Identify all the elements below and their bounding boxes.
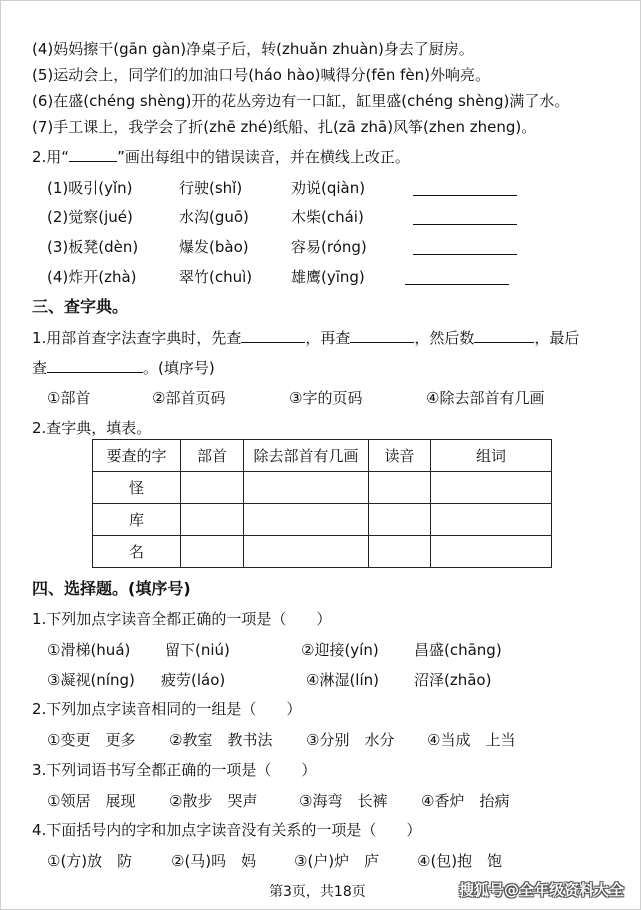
row-char: 库 xyxy=(93,504,181,536)
line-5: (5)运动会上，同学们的加油口号(háo hào)喊得分(fēn fèn)外响亮。 xyxy=(32,66,490,84)
sec3-q1-line2: 查 。(填序号) xyxy=(32,359,215,377)
cell-input[interactable] xyxy=(244,504,369,536)
underline-sample xyxy=(69,147,117,162)
sec3-q2: 2.查字典，填表。 xyxy=(32,419,152,437)
watermark: 搜狐号@全年级资料大全 xyxy=(459,881,625,899)
answer-line-1[interactable] xyxy=(413,181,517,196)
th-char: 要查的字 xyxy=(93,440,181,472)
cell-input[interactable] xyxy=(244,536,369,568)
cell-input[interactable] xyxy=(431,504,552,536)
cell-input[interactable] xyxy=(181,472,244,504)
blank-2[interactable] xyxy=(350,328,414,343)
th-pinyin: 读音 xyxy=(369,440,431,472)
lookup-table xyxy=(92,439,552,568)
cell-input[interactable] xyxy=(431,472,552,504)
answer-line-3[interactable] xyxy=(413,240,517,255)
page-number: 第3页，共18页 xyxy=(269,884,366,900)
sec4-q3: 3.下列词语书写全都正确的一项是（ ） xyxy=(32,761,317,779)
blank-3[interactable] xyxy=(474,328,534,343)
cell-input[interactable] xyxy=(181,536,244,568)
sec4-q2: 2.下列加点字读音相同的一组是（ ） xyxy=(32,700,302,718)
sec4-q4: 4.下面括号内的字和加点字读音没有关系的一项是（ ） xyxy=(32,821,422,839)
blank-4[interactable] xyxy=(47,358,143,373)
row-char: 怪 xyxy=(93,472,181,504)
line-4: (4)妈妈擦干(gān gàn)净桌子后，转(zhuǎn zhuàn)身去了厨房。 xyxy=(32,40,474,58)
line-7: (7)手工课上，我学会了折(zhē zhé)纸船、扎(zā zhā)风筝(zhen zheng)。 xyxy=(32,118,537,136)
answer-line-4[interactable] xyxy=(405,270,509,285)
sec4-q1: 1.下列加点字读音全都正确的一项是（ ） xyxy=(32,610,332,628)
answer-line-2[interactable] xyxy=(413,210,517,225)
cell-input[interactable] xyxy=(431,536,552,568)
section-4-title: 四、选择题。(填序号) xyxy=(32,579,191,598)
section-3-title: 三、查字典。 xyxy=(32,297,129,316)
cell-input[interactable] xyxy=(369,536,431,568)
th-strokes: 除去部首有几画 xyxy=(244,440,369,472)
cell-input[interactable] xyxy=(369,504,431,536)
line-6: (6)在盛(chéng shèng)开的花丛旁边有一口缸，缸里盛(chéng shèng)满了水。 xyxy=(32,92,570,110)
blank-1[interactable] xyxy=(241,328,305,343)
cell-input[interactable] xyxy=(369,472,431,504)
sec3-q1-line1: 1.用部首查字法查字典时，先查 ，再查 ，然后数 ，最后 xyxy=(32,329,580,347)
row-char: 名 xyxy=(93,536,181,568)
cell-input[interactable] xyxy=(244,472,369,504)
q2-prompt: 2.用“ ”画出每组中的错误读音，并在横线上改正。 xyxy=(32,148,410,166)
cell-input[interactable] xyxy=(181,504,244,536)
th-words: 组词 xyxy=(431,440,552,472)
th-radical: 部首 xyxy=(181,440,244,472)
